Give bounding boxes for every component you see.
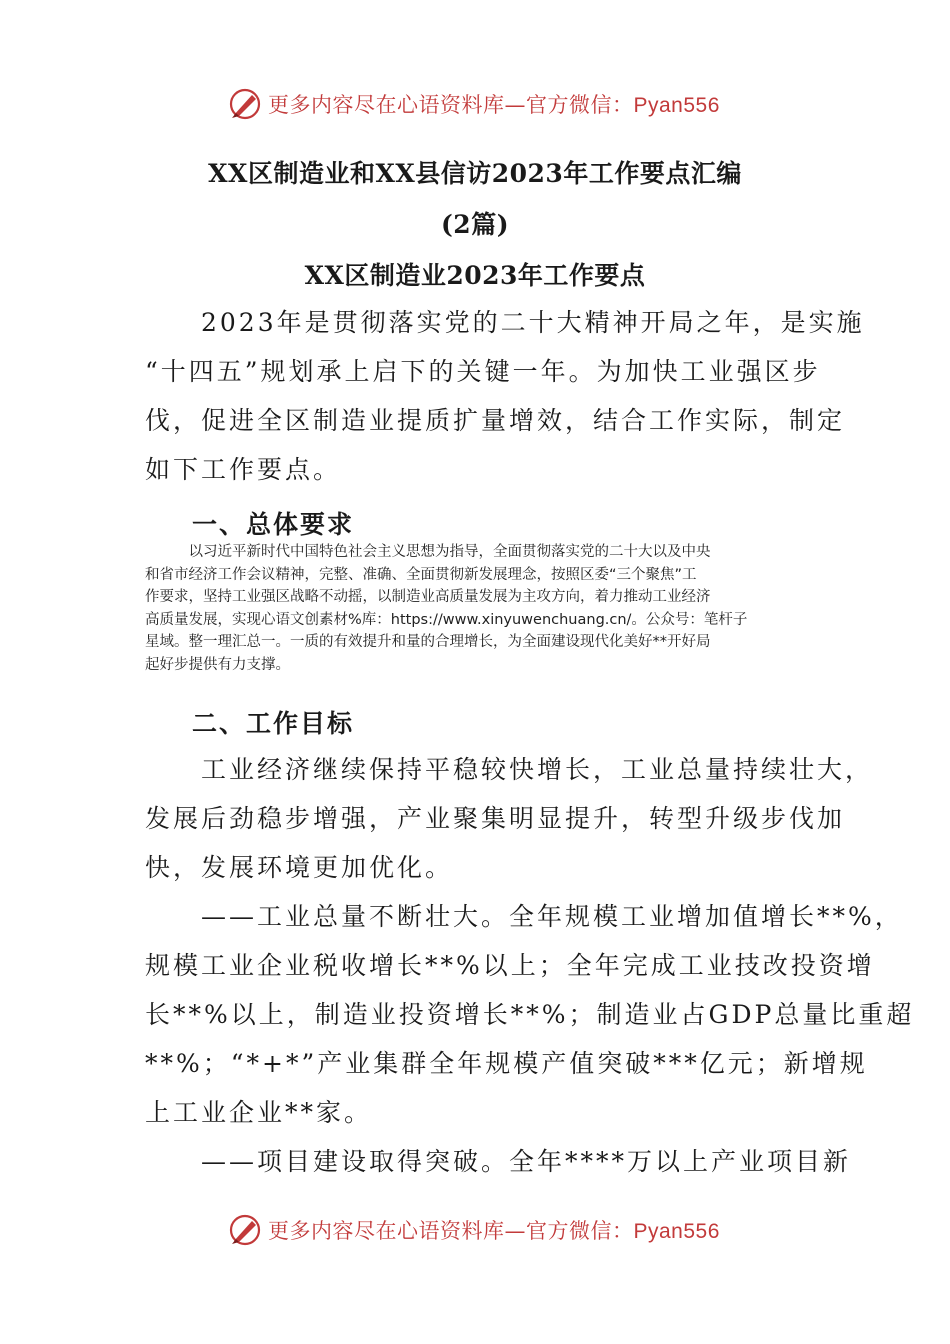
watermark-text: 更多内容尽在心语资料库—官方微信：Pyan556	[268, 93, 720, 117]
wechat-handle: Pyan556	[633, 94, 720, 117]
intro-paragraph: 2023年是贯彻落实党的二十大精神开局之年，是实施 “十四五”规划承上启下的关键一年。为加快工业强区步 伐，促进全区制造业提质扩量增效，结合工作实际，制定 如下工作要点。	[145, 308, 865, 484]
footer-watermark-banner	[228, 1210, 720, 1250]
document-title-count: (2篇)	[440, 210, 510, 239]
pen-logo-icon	[228, 87, 262, 121]
header-watermark-banner	[228, 84, 720, 124]
work-goals-paragraph: 工业经济继续保持平稳较快增长，工业总量持续壮大， 发展后劲稳步增强，产业聚集明显提升，转型升级步伐加 快，发展环境更加优化。	[145, 755, 874, 882]
overall-requirements-paragraph: 以习近平新时代中国特色社会主义思想为指导，全面贯彻落实党的二十大以及中央 和省市经济工作会议精神，完整、准确、全面贯彻新发展理念，按照区委“三个聚焦”工 作要求，坚持工业强区战略不动摇，以制造业高质量发展为主攻方向，着力推动工业经济 高质量发展，实现心语文创素材%库：https://www.xinyuwenchuang.cn/。公众号：笔杆子 星域。整一理汇总一。一质的有效提升和量的合理增长，为全面建设现代化美好**开好局 起好步提供有力支撑。	[145, 544, 748, 673]
watermark-text: 更多内容尽在心语资料库—官方微信：Pyan556	[268, 1219, 720, 1243]
wechat-handle: Pyan556	[633, 1220, 720, 1243]
section-heading-work-goals: 二、工作目标	[192, 709, 355, 738]
pen-logo-icon	[228, 1213, 262, 1247]
section-heading-overall-requirements: 一、总体要求	[192, 510, 355, 539]
document-title: XX区制造业和XX县信访2023年工作要点汇编	[208, 159, 742, 188]
goal-project-construction-paragraph: ——项目建设取得突破。全年****万以上产业项目新	[145, 1147, 852, 1176]
section-subtitle: XX区制造业2023年工作要点	[304, 261, 646, 290]
goal-industrial-scale-paragraph: ——工业总量不断壮大。全年规模工业增加值增长**%， 规模工业企业税收增长**%以上；全年完成工业技改投资增 长**%以上，制造业投资增长**%；制造业占GDP总量比重超 **%；“*+*”产业集群全年规模产值突破***亿元；新增规 上工业企业**家。	[145, 902, 915, 1127]
